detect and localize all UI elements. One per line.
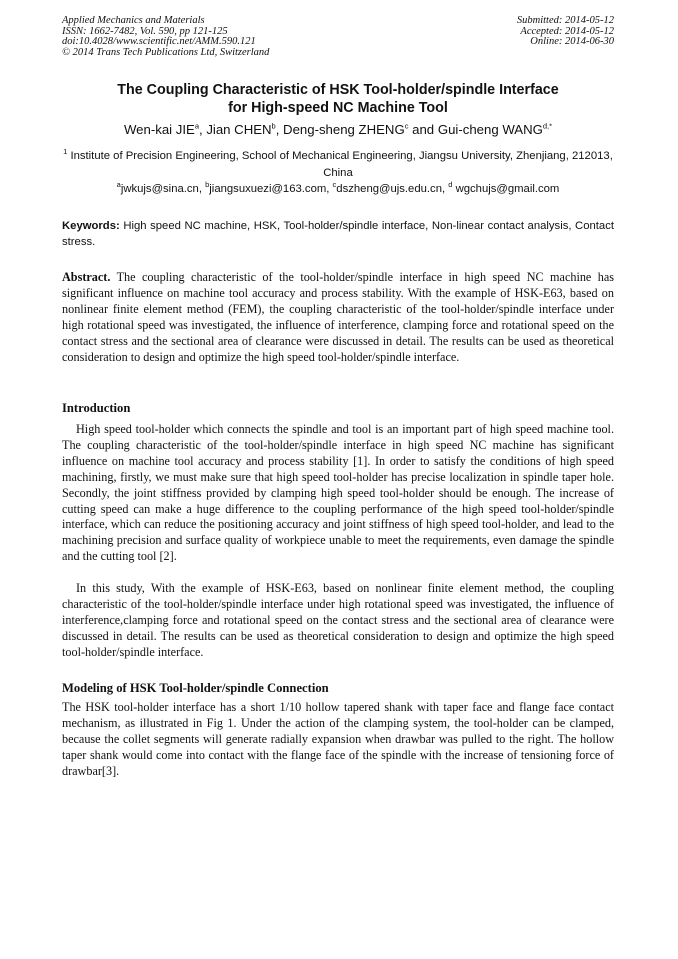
author-sep: , bbox=[198, 122, 207, 137]
keywords-label: Keywords: bbox=[62, 220, 120, 232]
affiliation bbox=[62, 148, 614, 181]
author-name: Wen-kai JIE bbox=[123, 122, 195, 137]
email-sup: d bbox=[448, 180, 453, 190]
author-name: Gui-cheng WANG bbox=[437, 122, 543, 137]
modeling-heading: Modeling of HSK Tool-holder/spindle Connection bbox=[62, 681, 329, 695]
journal-info bbox=[62, 16, 269, 58]
keywords bbox=[62, 219, 614, 250]
dates-info bbox=[517, 16, 614, 48]
email-sup: b bbox=[205, 180, 210, 190]
email-address: jwkujs@sina.cn bbox=[120, 183, 199, 195]
modeling-paragraph-1: The HSK tool-holder interface has a short 1/10 hollow tapered shank with taper face and flange face contact mechanism, as illustrated in Fig 1. Under the action of the clamping system, the tool-holder can be clamped, because the collet segments will generate radially expansion when drawbar was pulled to the right. The hollow taper shank would come into contact with the flange face of the spindle with the increase of tensioning force of drawbar[3]. bbox=[62, 700, 614, 778]
author-name: Deng-sheng ZHENG bbox=[283, 122, 405, 137]
online-date: Online: 2014-06-30 bbox=[530, 36, 614, 48]
accepted-date: Accepted: 2014-05-12 bbox=[520, 25, 614, 37]
author-sup: a bbox=[194, 121, 199, 131]
author-list bbox=[62, 122, 614, 138]
copyright-line: © 2014 Trans Tech Publications Ltd, Switzerland bbox=[62, 46, 270, 58]
email-sep: , bbox=[441, 183, 449, 195]
author-sup: c bbox=[404, 121, 409, 131]
doi-line: doi:10.4028/www.scientific.net/AMM.590.121 bbox=[62, 36, 256, 48]
affiliation-sup: 1 bbox=[63, 147, 68, 157]
email-sep: , bbox=[326, 183, 333, 195]
email-sup: c bbox=[332, 180, 337, 190]
email-address: dszheng@ujs.edu.cn bbox=[336, 183, 442, 195]
author-sup: b bbox=[271, 121, 276, 131]
abstract-label: Abstract. bbox=[62, 270, 111, 284]
introduction-heading: Introduction bbox=[62, 401, 131, 415]
abstract-text: The coupling characteristic of the tool-holder/spindle interface in high speed NC machine has significant influence on machine tool accuracy and process stability. With the example of HSK-E63, based on nonlinear finite element method (FEM), the coupling characteristic of the tool-holder/spindle interface under high rotational speed was investigated, the influence of interference, clamping force and rotational speed on the contact stress and the sectional area of clearance were discussed in detail. The results can be used as theoretical consideration to design and optimize the high speed tool-holder/spindle interface. bbox=[62, 270, 614, 364]
title-line-1: The Coupling Characteristic of HSK Tool-holder/spindle Interface bbox=[117, 82, 559, 98]
abstract bbox=[62, 270, 614, 365]
paper-title bbox=[62, 81, 614, 117]
email-address: jiangsuxuezi@163.com bbox=[209, 183, 327, 195]
email-sup: a bbox=[116, 180, 121, 190]
journal-name: Applied Mechanics and Materials bbox=[62, 15, 205, 26]
author-sup: d,* bbox=[542, 121, 553, 131]
keywords-text: High speed NC machine, HSK, Tool-holder/spindle interface, Non-linear contact analysis, Contact stress. bbox=[62, 220, 614, 248]
email-list bbox=[62, 182, 614, 197]
author-sep: and bbox=[408, 122, 438, 137]
author-name: Jian CHEN bbox=[206, 122, 272, 137]
author-sep: , bbox=[275, 122, 284, 137]
title-line-2: for High-speed NC Machine Tool bbox=[228, 100, 448, 116]
email-sep: , bbox=[198, 183, 206, 195]
affiliation-text: Institute of Precision Engineering, School of Mechanical Engineering, Jiangsu University, Zhenjiang, 212013, China bbox=[70, 150, 613, 179]
introduction-paragraph-1: High speed tool-holder which connects the spindle and tool is an important part of high speed machine tool. The coupling characteristic of the tool-holder/spindle interface in high speed NC machine has significant influence on machine tool accuracy and process stability [1]. In order to satisfy the conditions of high speed machining, firstly, we must make sure that high speed tool-holder has precise localization in spindle taper hole. Secondly, the joint stiffness provided by clamping high speed tool-holder should be enough. The increase of cutting speed can make a huge difference to the coupling performance of the high speed tool-holder/spindle interface, which can reduce the positioning accuracy and joint stiffness of high speed tool-holder, and lead to the machining precision and surface quality of workpiece unable to meet the requirements, even damage the spindle and the cutting tool [2]. bbox=[62, 422, 614, 564]
issn-line: ISSN: 1662-7482, Vol. 590, pp 121-125 bbox=[62, 25, 228, 37]
email-address: wgchujs@gmail.com bbox=[452, 183, 560, 195]
submitted-date: Submitted: 2014-05-12 bbox=[516, 15, 614, 26]
introduction-paragraph-2: In this study, With the example of HSK-E63, based on nonlinear finite element method, the coupling characteristic of the tool-holder/spindle interface under high rotational speed was investigated, the influence of interference,clamping force and rotational speed on the contact stress and the sectional area of clearance were discussed in detail. The results can be used as theoretical consideration to design and optimize the high speed tool-holder/spindle interface. bbox=[62, 581, 614, 659]
